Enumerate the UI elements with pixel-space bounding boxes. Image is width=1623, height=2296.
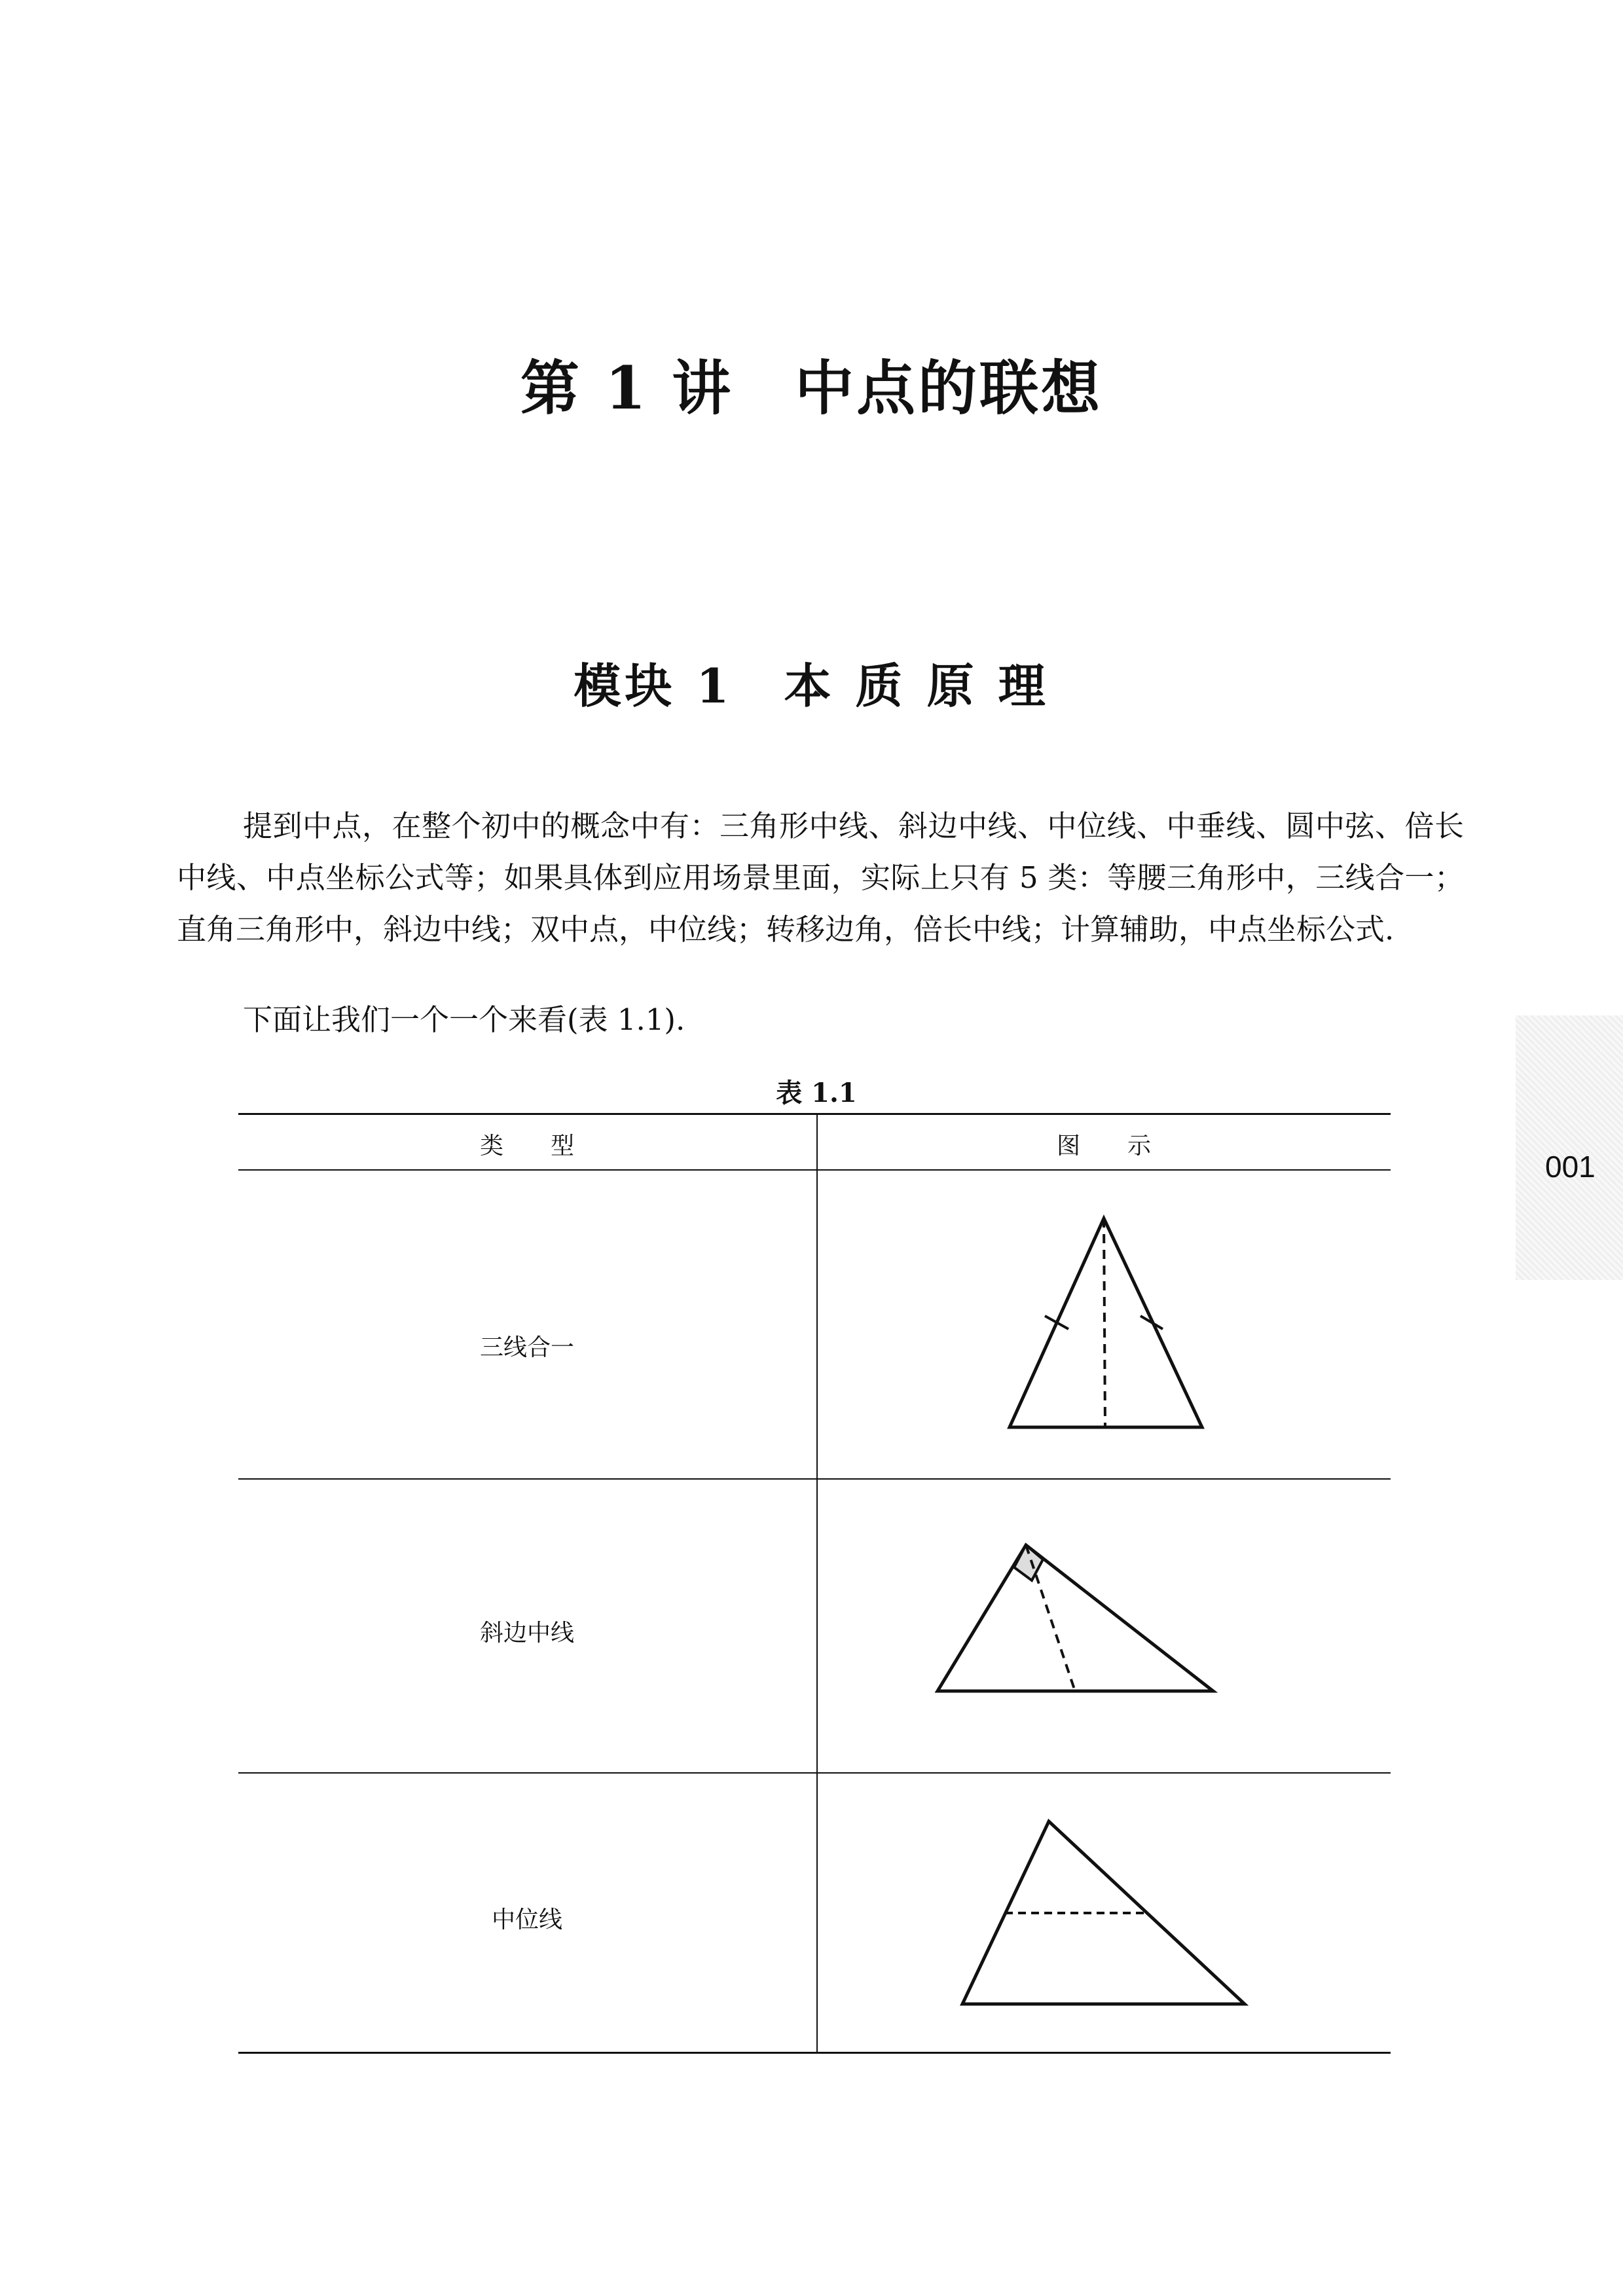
table-row-type: 三线合一 (479, 1334, 574, 1361)
intro-paragraph: 提到中点，在整个初中的概念中有：三角形中线、斜边中线、中位线、中垂线、圆中弦、倍长中线、中点坐标公式等；如果具体到应用场景里面，实际上只有 5 类：等腰三角形中，三线合一；直角三角形中，斜边中线；双中点，中位线；转移边角，倍长中线；计算辅助，中点坐标公式. (177, 809, 1464, 947)
table-header-figure: 图 示 (1056, 1133, 1151, 1159)
table-row-type: 斜边中线 (479, 1620, 574, 1647)
right-triangle-figure (938, 1545, 1213, 1691)
intro-paragraph-2: 下面让我们一个一个来看(表 1.1). (243, 1002, 685, 1037)
chapter-title: 第 1 讲 中点的联想 (520, 354, 1103, 423)
midline-triangle-figure (962, 1821, 1245, 2004)
table-header-type: 类 型 (479, 1133, 574, 1159)
table-caption: 表 1.1 (776, 1078, 857, 1108)
module-title: 模块 1 本 质 原 理 (574, 658, 1049, 714)
table-row-type: 中位线 (491, 1906, 562, 1933)
isosceles-triangle-figure (1010, 1218, 1202, 1427)
page-number: 001 (1545, 1150, 1596, 1184)
